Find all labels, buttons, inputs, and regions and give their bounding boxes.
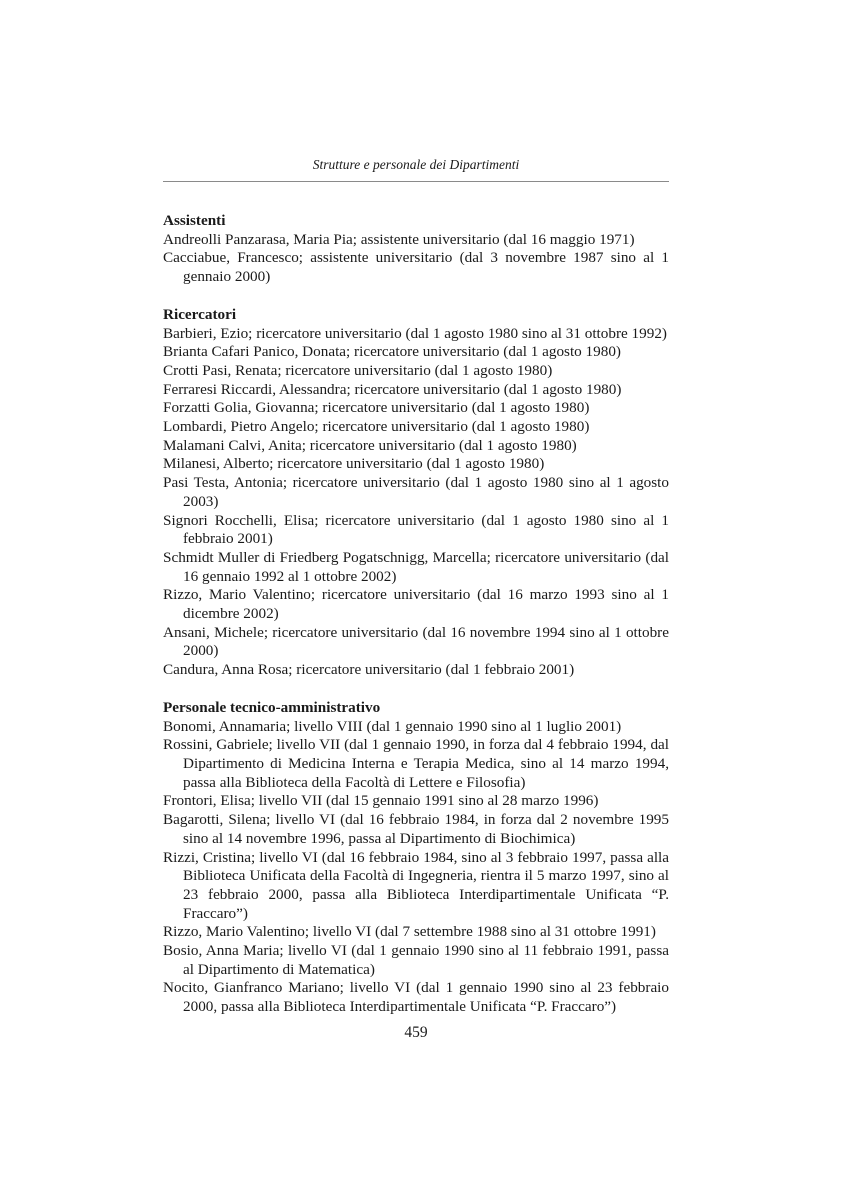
list-item: Andreolli Panzarasa, Maria Pia; assistente universitario (dal 16 maggio 1971) xyxy=(163,230,635,248)
page-body xyxy=(163,212,669,1036)
section-title: Personale tecnico-amministrativo xyxy=(163,698,381,716)
list-item: Rizzo, Mario Valentino; ricercatore universitario (dal 16 marzo 1993 sino al 1 dicembre 2002) xyxy=(163,586,669,623)
section-personale-tecnico-amministrativo xyxy=(163,699,669,1017)
list-item: Barbieri, Ezio; ricercatore universitario (dal 1 agosto 1980 sino al 31 ottobre 1992) xyxy=(163,324,667,342)
list-item: Frontori, Elisa; livello VII (dal 15 gennaio 1991 sino al 28 marzo 1996) xyxy=(163,792,599,810)
list-item: Rossini, Gabriele; livello VII (dal 1 gennaio 1990, in forza dal 4 febbraio 1994, dal Dipartimento di Medicina Interna e Terapia Medica, sino al 14 marzo 1994, passa alla Biblioteca della Facoltà di Lettere e Filosofia) xyxy=(163,736,669,791)
list-item: Malamani Calvi, Anita; ricercatore universitario (dal 1 agosto 1980) xyxy=(163,436,577,454)
list-item: Forzatti Golia, Giovanna; ricercatore universitario (dal 1 agosto 1980) xyxy=(163,399,590,417)
list-item: Ansani, Michele; ricercatore universitario (dal 16 novembre 1994 sino al 1 ottobre 2000) xyxy=(163,623,669,660)
section-title: Assistenti xyxy=(163,212,226,229)
list-item: Candura, Anna Rosa; ricercatore universitario (dal 1 febbraio 2001) xyxy=(163,661,575,679)
list-item: Bagarotti, Silena; livello VI (dal 16 febbraio 1984, in forza dal 2 novembre 1995 sino al 14 novembre 1996, passa al Dipartimento di Biochimica) xyxy=(163,811,669,847)
list-item: Schmidt Muller di Friedberg Pogatschnigg, Marcella; ricercatore universitario (dal 16 gennaio 1992 al 1 ottobre 2002) xyxy=(163,548,669,585)
list-item: Nocito, Gianfranco Mariano; livello VI (dal 1 gennaio 1990 sino al 23 febbraio 2000, passa alla Biblioteca Interdipartimentale Unificata “P. Fraccaro”) xyxy=(163,979,669,1016)
list-item: Lombardi, Pietro Angelo; ricercatore universitario (dal 1 agosto 1980) xyxy=(163,418,590,436)
list-item: Brianta Cafari Panico, Donata; ricercatore universitario (dal 1 agosto 1980) xyxy=(163,343,621,361)
list-item: Rizzo, Mario Valentino; livello VI (dal 7 settembre 1988 sino al 31 ottobre 1991) xyxy=(163,923,656,941)
list-item: Cacciabue, Francesco; assistente universitario (dal 3 novembre 1987 sino al 1 gennaio 2000) xyxy=(163,249,669,286)
list-item: Bosio, Anna Maria; livello VI (dal 1 gennaio 1990 sino al 11 febbraio 1991, passa al Dipartimento di Matematica) xyxy=(163,942,669,978)
list-item: Crotti Pasi, Renata; ricercatore universitario (dal 1 agosto 1980) xyxy=(163,361,553,379)
section-ricercatori xyxy=(163,306,669,680)
running-head: Strutture e personale dei Dipartimenti xyxy=(312,157,520,172)
list-item: Rizzi, Cristina; livello VI (dal 16 febbraio 1984, sino al 3 febbraio 1997, passa alla Biblioteca Unificata della Facoltà di Ingegneria, rientra il 5 marzo 1997, sino al 23 febbraio 2000, passa alla Biblioteca Interdipartimentale Unificata “P. Fraccaro”) xyxy=(163,848,669,922)
list-item: Signori Rocchelli, Elisa; ricercatore universitario (dal 1 agosto 1980 sino al 1 febbraio 2001) xyxy=(163,511,669,548)
list-item: Bonomi, Annamaria; livello VIII (dal 1 gennaio 1990 sino al 1 luglio 2001) xyxy=(163,717,622,735)
header-rule xyxy=(163,181,669,182)
page-number: 459 xyxy=(404,1024,428,1041)
list-item: Milanesi, Alberto; ricercatore universitario (dal 1 agosto 1980) xyxy=(163,455,545,473)
section-assistenti xyxy=(163,212,669,287)
list-item: Ferraresi Riccardi, Alessandra; ricercatore universitario (dal 1 agosto 1980) xyxy=(163,380,622,398)
section-title: Ricercatori xyxy=(163,305,237,323)
list-item: Pasi Testa, Antonia; ricercatore universitario (dal 1 agosto 1980 sino al 1 agosto 2003) xyxy=(163,474,669,510)
